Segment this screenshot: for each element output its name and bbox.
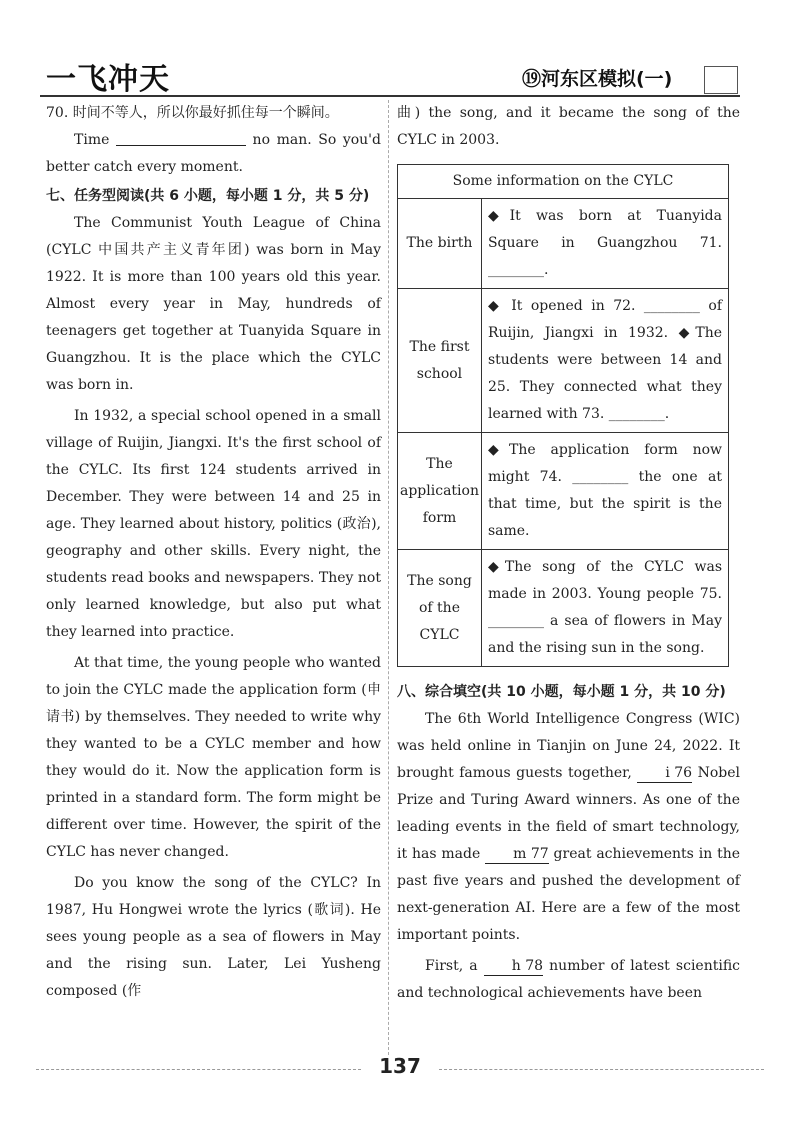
corner-box-icon [704,66,738,94]
cloze-text: The 6th World Intelligence Congress (WIC) was held online in Tianjin on June 24, 2022. It brought famous guests together, [397,711,740,781]
q70-english [46,127,381,181]
page-header [0,0,800,100]
q70-chinese: 70. 时间不等人，所以你最好抓住每一个瞬间。 [46,105,339,121]
table-heading: Some information on the CYLC [398,165,729,199]
info-table [397,164,729,667]
cloze-blank-78[interactable]: h 78 [484,957,543,976]
table-row [398,289,729,433]
passage-paragraph-2: In 1932, a special school opened in a small village of Ruijin, Jiangxi. It's the first school of the CYLC. Its first 124 students arrived in December. They were between 14 and 25 in age. They learned about history, politics (政治), geography and other skills. Every night, the students read books and newspapers. They not only learned knowledge, but also put what they learned into practice. [46,408,381,640]
table-row-text: ◆The song of the CYLC was made in 2003. Young people 75. ________ a sea of flowers in May and the rising sun in the song. [481,550,728,667]
passage-paragraph-3: At that time, the young people who wanted to join the CYLC made the application form (申请书) by themselves. They needed to write why they wanted to be a CYLC member and how they would do it. Now the application form is printed in a standard form. The form might be different over time. However, the spirit of the CYLC has never changed. [46,655,381,860]
table-row [398,433,729,550]
table-row-text: ◆The application form now might 74. ________ the one at that time, but the spirit is the same. [481,433,728,550]
q70-text-after: no man. So you'd better catch every moment. [46,132,381,175]
q70-text-before: Time [74,132,110,148]
footer-rule-left [36,1069,361,1070]
table-row-text: ◆It was born at Tuanyida Square in Guangzhou 71. ________. [481,199,728,289]
table-row [398,550,729,667]
passage-paragraph-4-continued: 曲) the song, and it became the song of the CYLC in 2003. [397,105,740,148]
page-footer [36,1054,764,1080]
passage-paragraph-1: The Communist Youth League of China (CYLC 中国共产主义青年团) was born in May 1922. It is more than 100 years old this year. Almost every year in May, hundreds of teenagers get together at Tuanyida Square in Guangzhou. It is the place which the CYLC was born in. [46,215,381,393]
footer-rule-right [439,1069,764,1070]
brand-title: 一飞冲天 [46,62,170,97]
left-column [46,100,381,1005]
header-rule [40,95,740,97]
table-row-text: ◆ It opened in 72. ________ of Ruijin, Jiangxi in 1932. ◆The students were between 14 and 25. They connected what they learned with 73. ________. [481,289,728,433]
cloze-blank-77[interactable]: m 77 [485,845,549,864]
table-row-label: The birth [398,199,482,289]
table-row-label: The first school [398,289,482,433]
section8-title: 八、综合填空(共 10 小题，每小题 1 分，共 10 分) [397,684,726,700]
cloze-blank-76[interactable]: i 76 [637,764,692,783]
cloze-text: number of latest scientific and technological achievements have been [397,958,741,1001]
cloze-text: First, a [425,958,478,974]
cloze-text: great achievements in the past five years and pushed the development of next-generation AI. Here are a few of the most important points. [397,846,741,943]
page-number: 137 [379,1054,421,1078]
table-heading-row [398,165,729,199]
table-row [398,199,729,289]
right-column [397,100,740,1007]
cloze-text: Nobel Prize and Turing Award winners. As one of the leading events in the field of smart technology, it has made [397,765,741,862]
section7-title: 七、任务型阅读(共 6 小题，每小题 1 分，共 5 分) [46,188,370,204]
exam-series-label: ⑲河东区模拟(一) [522,68,673,90]
passage-paragraph-4: Do you know the song of the CYLC? In 1987, Hu Hongwei wrote the lyrics (歌词). He sees young people as a sea of flowers in May and the rising sun. Later, Lei Yusheng composed (作 [46,875,381,999]
table-row-label: The song of the CYLC [398,550,482,667]
q70-answer-blank[interactable] [116,130,246,146]
cloze-paragraph-1 [397,706,740,949]
column-divider [388,100,389,1055]
cloze-paragraph-2 [397,953,740,1007]
table-row-label: The application form [398,433,482,550]
